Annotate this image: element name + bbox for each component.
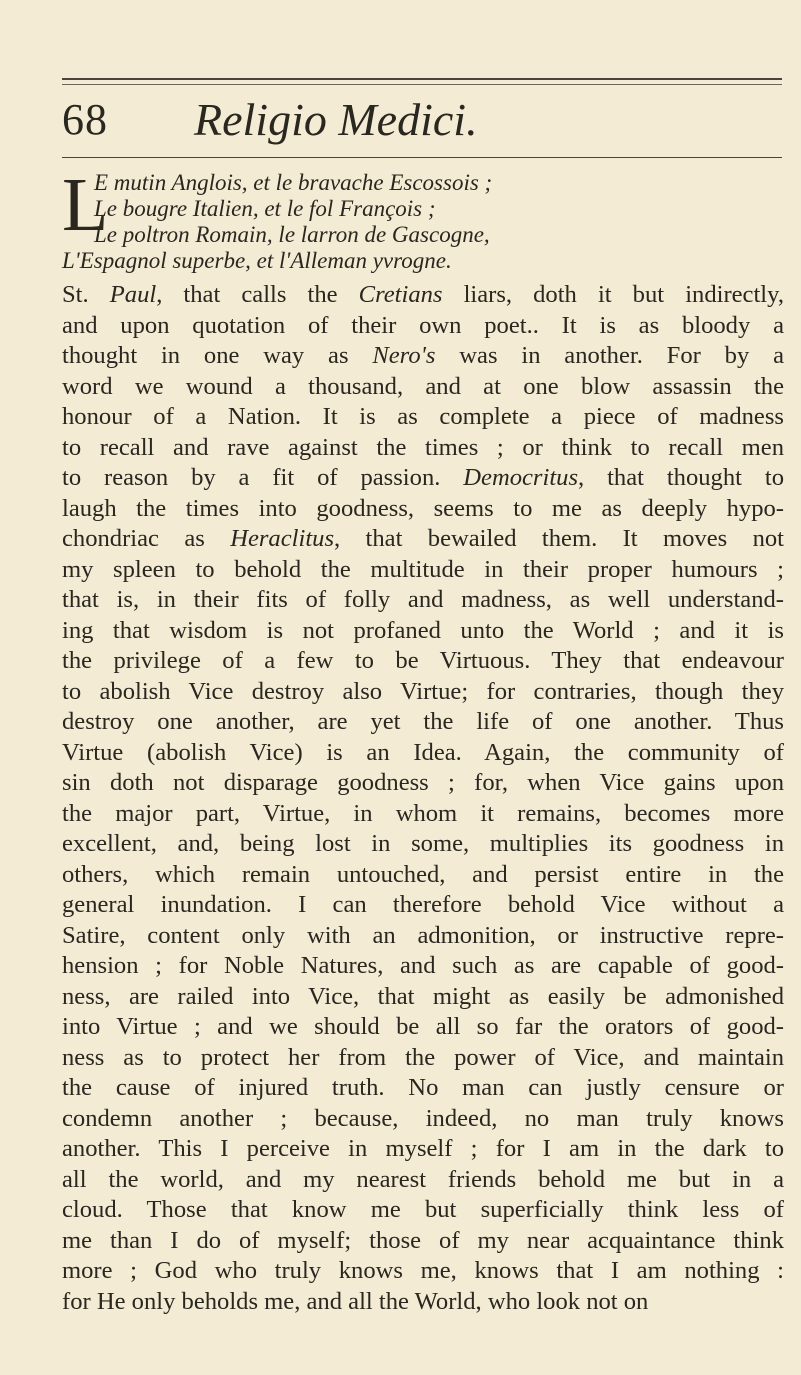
text-line [62,341,784,372]
text-run: condemn another ; because, indeed, no man truly knows [62,1104,784,1132]
italic-name: Democritus [463,464,579,491]
text-run: to reason by a fit of passion. [62,464,464,491]
text-line [62,1043,784,1074]
text-run: Virtue (abolish Vice) is an Idea. Again, the community of [62,738,784,766]
text-run: to abolish Vice destroy also Virtue; for contraries, though they [62,677,784,705]
text-line [62,1226,784,1257]
text-line [62,646,784,677]
verse-line: E mutin Anglois, et le bravache Escossois ; [94,170,493,195]
text-line [62,402,784,433]
text-line [62,433,784,464]
top-rule [62,78,782,80]
text-line [62,1195,784,1226]
text-line [62,1256,784,1287]
text-line [62,1104,784,1135]
text-line [62,555,784,586]
text-run: sin doth not disparage goodness ; for, when Vice gains upon [62,769,784,796]
text-line [62,585,784,616]
text-line [62,982,784,1013]
text-run: general inundation. I can therefore behold Vice without a [62,891,784,918]
text-run: into Virtue ; and we should be all so far the orators of good- [62,1013,784,1040]
text-line [62,921,784,952]
text-line [62,1073,784,1104]
text-line [62,951,784,982]
text-run: cloud. Those that know me but superficially think less of [62,1196,784,1223]
text-line [62,707,784,738]
text-line [62,1287,784,1318]
text-line [62,860,784,891]
text-run: ness, are railed into Vice, that might as easily be admonished [62,982,784,1010]
text-run: my spleen to behold the multitude in their proper humours ; [62,555,784,583]
text-run: Satire, content only with an admonition, or instructive repre- [62,921,784,949]
text-run: that is, in their fits of folly and madness, as well understand- [62,586,784,613]
text-line [62,890,784,921]
text-run: word we wound a thousand, and at one blow assassin the [62,372,784,400]
running-header [62,92,782,152]
text-run: was in another. For by a [435,342,784,369]
drop-cap: L [62,163,109,247]
text-line [62,524,784,555]
text-run: laugh the times into goodness, seems to me as deeply hypo- [62,494,784,522]
text-run: St. [62,281,110,308]
text-line [62,463,784,494]
text-run: the cause of injured truth. No man can justly censure or [62,1074,784,1101]
text-run: excellent, and, being lost in some, multiplies its goodness in [62,830,784,857]
text-line [62,1134,784,1165]
text-run: hension ; for Noble Natures, and such as are capable of good- [62,952,784,979]
text-run: destroy one another, are yet the life of one another. Thus [62,708,784,735]
header-rule [62,157,782,158]
text-line [62,829,784,860]
verse-line: L'Espagnol superbe, et l'Alleman yvrogne. [62,248,452,273]
italic-name: Heraclitus [230,525,335,552]
text-line [62,677,784,708]
italic-name: Paul [109,281,157,308]
text-run: thought in one way as [62,342,373,369]
text-line [62,280,784,311]
text-line [62,1012,784,1043]
text-line [62,1165,784,1196]
text-line [62,738,784,769]
text-run: , that bewailed them. It moves not [334,525,784,552]
body-text [62,280,784,1317]
text-line [62,372,784,403]
top-rule-thin [62,84,782,85]
text-run: chondriac as [62,525,231,552]
text-run: to recall and rave against the times ; or think to recall men [62,433,784,461]
text-run: more ; God who truly knows me, knows that I am nothing : [62,1257,784,1284]
text-run: me than I do of myself; those of my near acquaintance think [62,1226,784,1254]
verse-line: Le poltron Romain, le larron de Gascogne, [94,222,490,247]
text-run: the privilege of a few to be Virtuous. They that endeavour [62,647,784,674]
text-run: and upon quotation of their own poet.. It is as bloody a [62,311,784,339]
text-run: honour of a Nation. It is as complete a piece of madness [62,403,784,430]
text-run: others, which remain untouched, and persist entire in the [62,860,784,888]
verse-line: Le bougre Italien, et le fol François ; [94,196,436,221]
text-run: ing that wisdom is not profaned unto the World ; and it is [62,616,784,644]
text-run: all the world, and my nearest friends behold me but in a [62,1165,784,1193]
italic-name: Nero's [372,342,436,369]
text-line [62,799,784,830]
text-line [62,494,784,525]
page-number: 68 [62,95,108,144]
text-line [62,768,784,799]
running-title: Religio Medici. [194,94,478,145]
text-run: liars, doth it but indirectly, [442,281,784,308]
italic-name: Cretians [358,281,443,308]
text-line [62,616,784,647]
text-run: for He only beholds me, and all the World, who look not on [62,1287,649,1315]
text-run: ness as to protect her from the power of Vice, and maintain [62,1043,784,1071]
text-run: another. This I perceive in myself ; for I am in the dark to [62,1135,784,1162]
text-run: , that calls the [156,281,359,308]
text-run: the major part, Virtue, in whom it remains, becomes more [62,799,784,827]
text-run: , that thought to [578,464,784,491]
text-line [62,311,784,342]
